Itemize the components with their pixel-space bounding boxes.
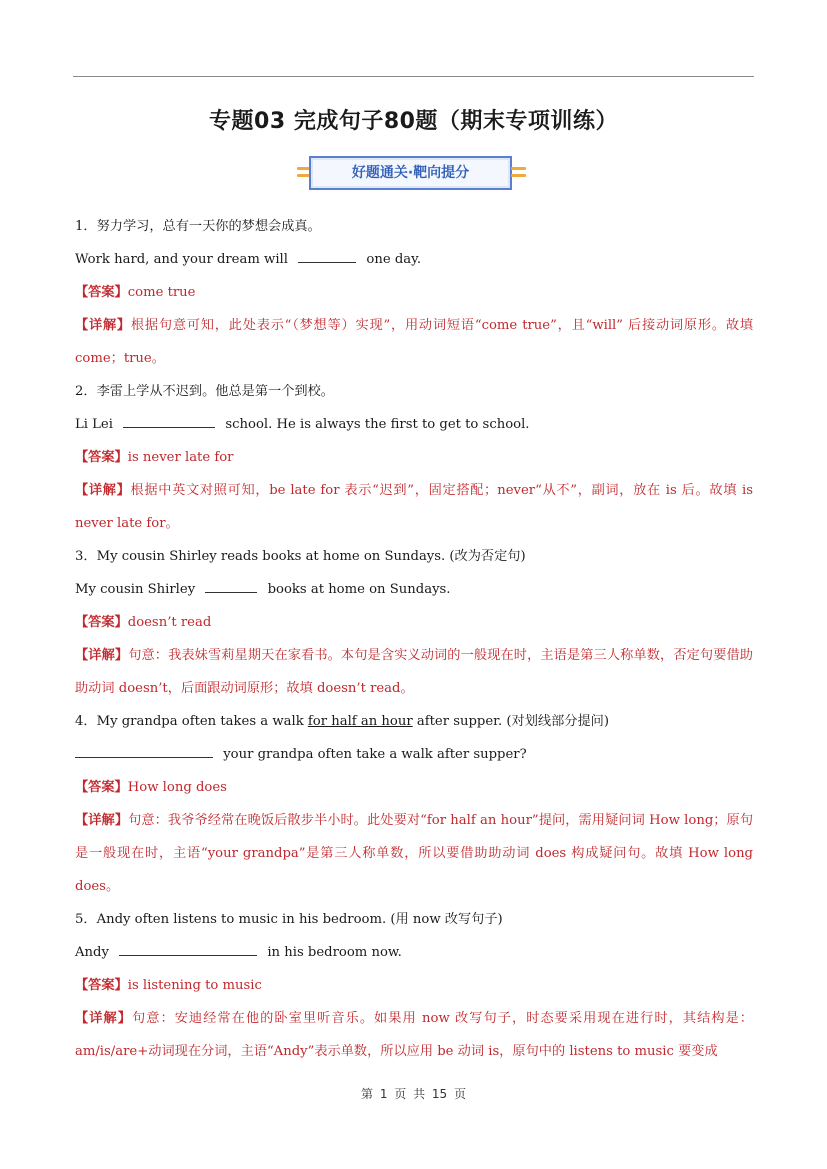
- detail-text: 句意：我表妹雪莉星期天在家看书。本句是含实义动词的一般现在时，主语是第三人称单数，否定句要借助助动词 doesn’t，后面跟动词原形；故填 doesn’t read。: [75, 648, 753, 696]
- q3-sentence-start: My cousin Shirley: [75, 582, 196, 597]
- q3-answer-blank: [205, 578, 257, 593]
- question-4-prompt: [75, 705, 753, 738]
- question-2-sentence: [75, 408, 753, 441]
- q5-sentence-end: in his bedroom now.: [267, 945, 402, 960]
- question-1-answer: [75, 276, 753, 309]
- question-4-sentence: [75, 738, 753, 771]
- q2-answer-blank: [123, 413, 215, 428]
- answer-tag: 【答案】: [75, 615, 128, 630]
- answer-text: is never late for: [127, 450, 234, 465]
- question-5-sentence: [75, 936, 753, 969]
- question-4-answer: [75, 771, 753, 804]
- question-5-prompt: 5．Andy often listens to music in his bedroom. (用 now 改写句子): [75, 912, 503, 927]
- question-1-sentence: [75, 243, 753, 276]
- question-2-answer: [75, 441, 753, 474]
- detail-tag: 【详解】: [75, 318, 131, 333]
- page-title: 专题03 完成句子80题（期末专项训练）: [209, 109, 618, 134]
- question-4-detail: [75, 804, 753, 903]
- question-3-prompt: 3．My cousin Shirley reads books at home on Sundays. (改为否定句): [75, 549, 526, 564]
- q2-sentence-start: Li Lei: [75, 417, 113, 432]
- question-5-detail: [75, 1002, 753, 1068]
- q1-answer-blank: [298, 248, 356, 263]
- detail-tag: 【详解】: [75, 1011, 132, 1026]
- top-rule: [73, 76, 754, 77]
- question-3-detail: [75, 639, 753, 705]
- question-3-answer: [75, 606, 753, 639]
- detail-text: 根据句意可知，此处表示“（梦想等）实现”，用动词短语“come true”，且“will” 后接动词原形。故填 come；true。: [75, 318, 754, 366]
- q2-sentence-end: school. He is always the first to get to school.: [225, 417, 530, 432]
- question-2-prompt: 2．李雷上学从不迟到。他总是第一个到校。: [75, 384, 334, 399]
- q4-prompt-start: 4．My grandpa often takes a walk: [75, 714, 308, 729]
- q4-answer-blank: [75, 743, 213, 758]
- q5-answer-blank: [119, 941, 257, 956]
- detail-text: 根据中英文对照可知，be late for 表示“迟到”，固定搭配；never“从不”，副词，放在 is 后。故填 is never late for。: [75, 483, 753, 531]
- detail-text: 句意：我爷爷经常在晚饭后散步半小时。此处要对“for half an hour”提问，需用疑问词 How long；原句是一般现在时，主语“your grandpa”是第三人称单数，所以要借助助动词 does 构成疑问句。故填 How long does。: [75, 813, 754, 894]
- answer-tag: 【答案】: [75, 780, 128, 795]
- answer-text: How long does: [127, 780, 227, 795]
- q3-sentence-end: books at home on Sundays.: [267, 582, 451, 597]
- page-footer: 第 1 页 共 15 页: [361, 1087, 466, 1101]
- question-3-sentence: [75, 573, 753, 606]
- answer-tag: 【答案】: [75, 978, 128, 993]
- q4-sentence-end: your grandpa often take a walk after supper?: [223, 747, 527, 762]
- banner-label: 好题通关·靶向提分: [351, 165, 470, 181]
- answer-text: doesn’t read: [127, 615, 212, 630]
- answer-text: come true: [127, 285, 196, 300]
- answer-text: is listening to music: [127, 978, 262, 993]
- q1-sentence-start: Work hard, and your dream will: [75, 252, 288, 267]
- question-2-detail: [75, 474, 753, 540]
- answer-tag: 【答案】: [75, 450, 128, 465]
- question-1-detail: [75, 309, 753, 375]
- answer-tag: 【答案】: [75, 285, 128, 300]
- exercise-list: [75, 210, 753, 1068]
- banner-right-decoration-icon: [511, 167, 526, 181]
- detail-tag: 【详解】: [75, 483, 131, 498]
- q5-sentence-start: Andy: [75, 945, 109, 960]
- question-5-answer: [75, 969, 753, 1002]
- question-1-prompt: 1．努力学习，总有一天你的梦想会成真。: [75, 219, 321, 234]
- section-banner: [297, 156, 527, 194]
- q1-sentence-end: one day.: [366, 252, 422, 267]
- q4-prompt-end: after supper. (对划线部分提问): [412, 714, 609, 729]
- detail-tag: 【详解】: [75, 648, 129, 663]
- detail-tag: 【详解】: [75, 813, 129, 828]
- detail-text: 句意：安迪经常在他的卧室里听音乐。如果用 now 改写句子，时态要采用现在进行时，其结构是：am/is/are+动词现在分词，主语“Andy”表示单数，所以应用 be 动词 is，原句中的 listens to music 要变成: [75, 1011, 753, 1059]
- q4-underlined-phrase: for half an hour: [307, 714, 413, 729]
